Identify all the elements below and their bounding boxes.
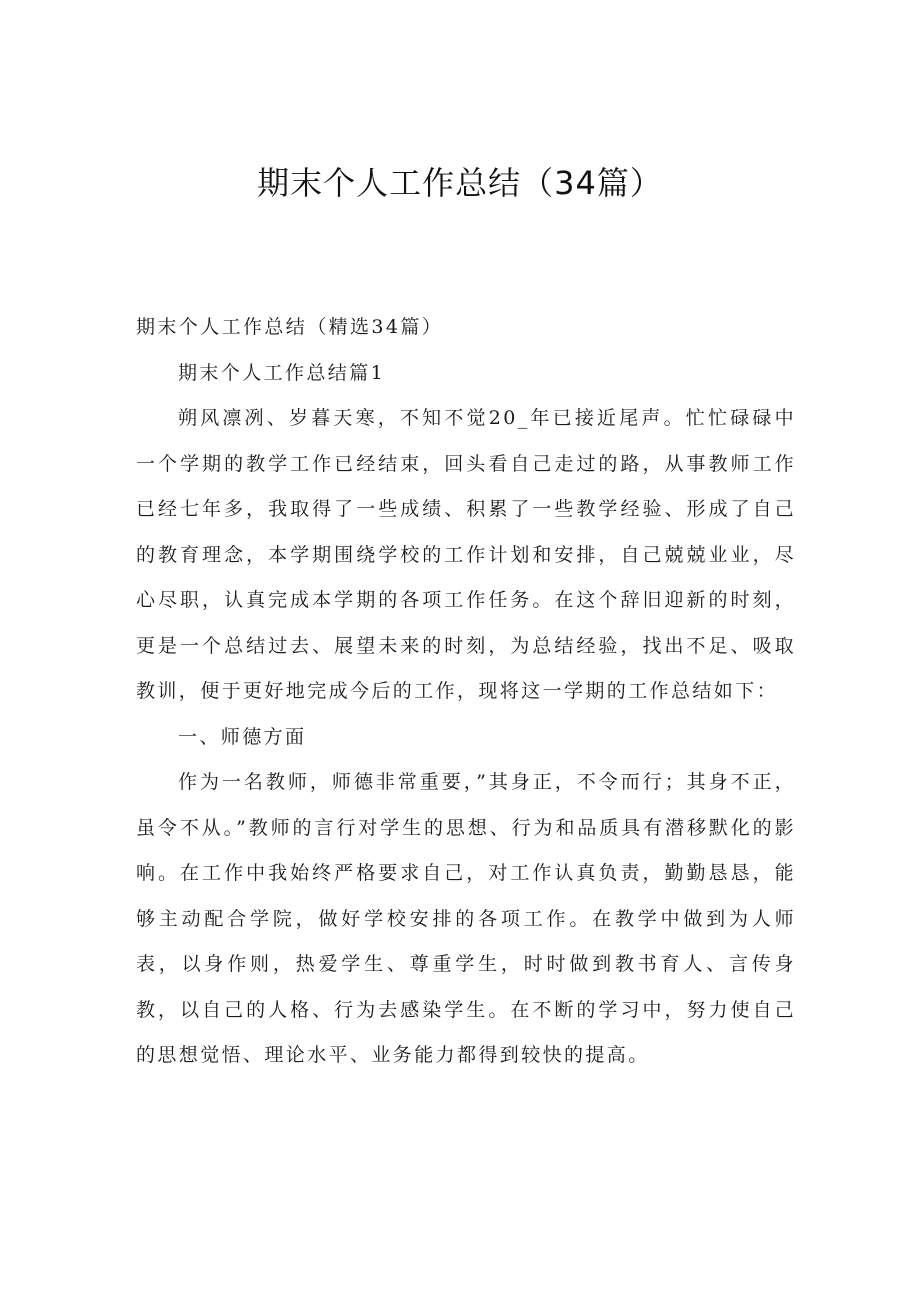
body-paragraph: 朔风凛冽、岁暮天寒，不知不觉20_年已接近尾声。忙忙碌碌中一个学期的教学工作已经结束，回头看自己走过的路，从事教师工作已经七年多，我取得了一些成绩、积累了一些教学经验、形成了自己的教育理念，本学期围绕学校的工作计划和安排，自己兢兢业业，尽心尽职，认真完成本学期的各项工作任务。在这个辞旧迎新的时刻，更是一个总结过去、展望未来的时刻，为总结经验，找出不足、吸取教训，便于更好地完成今后的工作，现将这一学期的工作总结如下： [136, 407, 796, 702]
section-heading: 一、师德方面 [178, 725, 307, 748]
document-body [136, 305, 796, 1079]
document-title: 期末个人工作总结（34篇） [257, 164, 663, 202]
subtitle-paragraph: 期末个人工作总结（精选34篇） [136, 316, 444, 338]
section-heading: 期末个人工作总结篇1 [178, 361, 386, 384]
body-paragraph: 作为一名教师，师德非常重要，”其身正，不令而行；其身不正，虽令不从。”教师的言行对学生的思想、行为和品质具有潜移默化的影响。在工作中我始终严格要求自己，对工作认真负责，勤勤恳恳，能够主动配合学院，做好学校安排的各项工作。在教学中做到为人师表，以身作则，热爱学生、尊重学生，时时做到教书育人、言传身教，以自己的人格、行为去感染学生。在不断的学习中，努力使自己的思想觉悟、理论水平、业务能力都得到较快的提高。 [136, 771, 796, 1066]
